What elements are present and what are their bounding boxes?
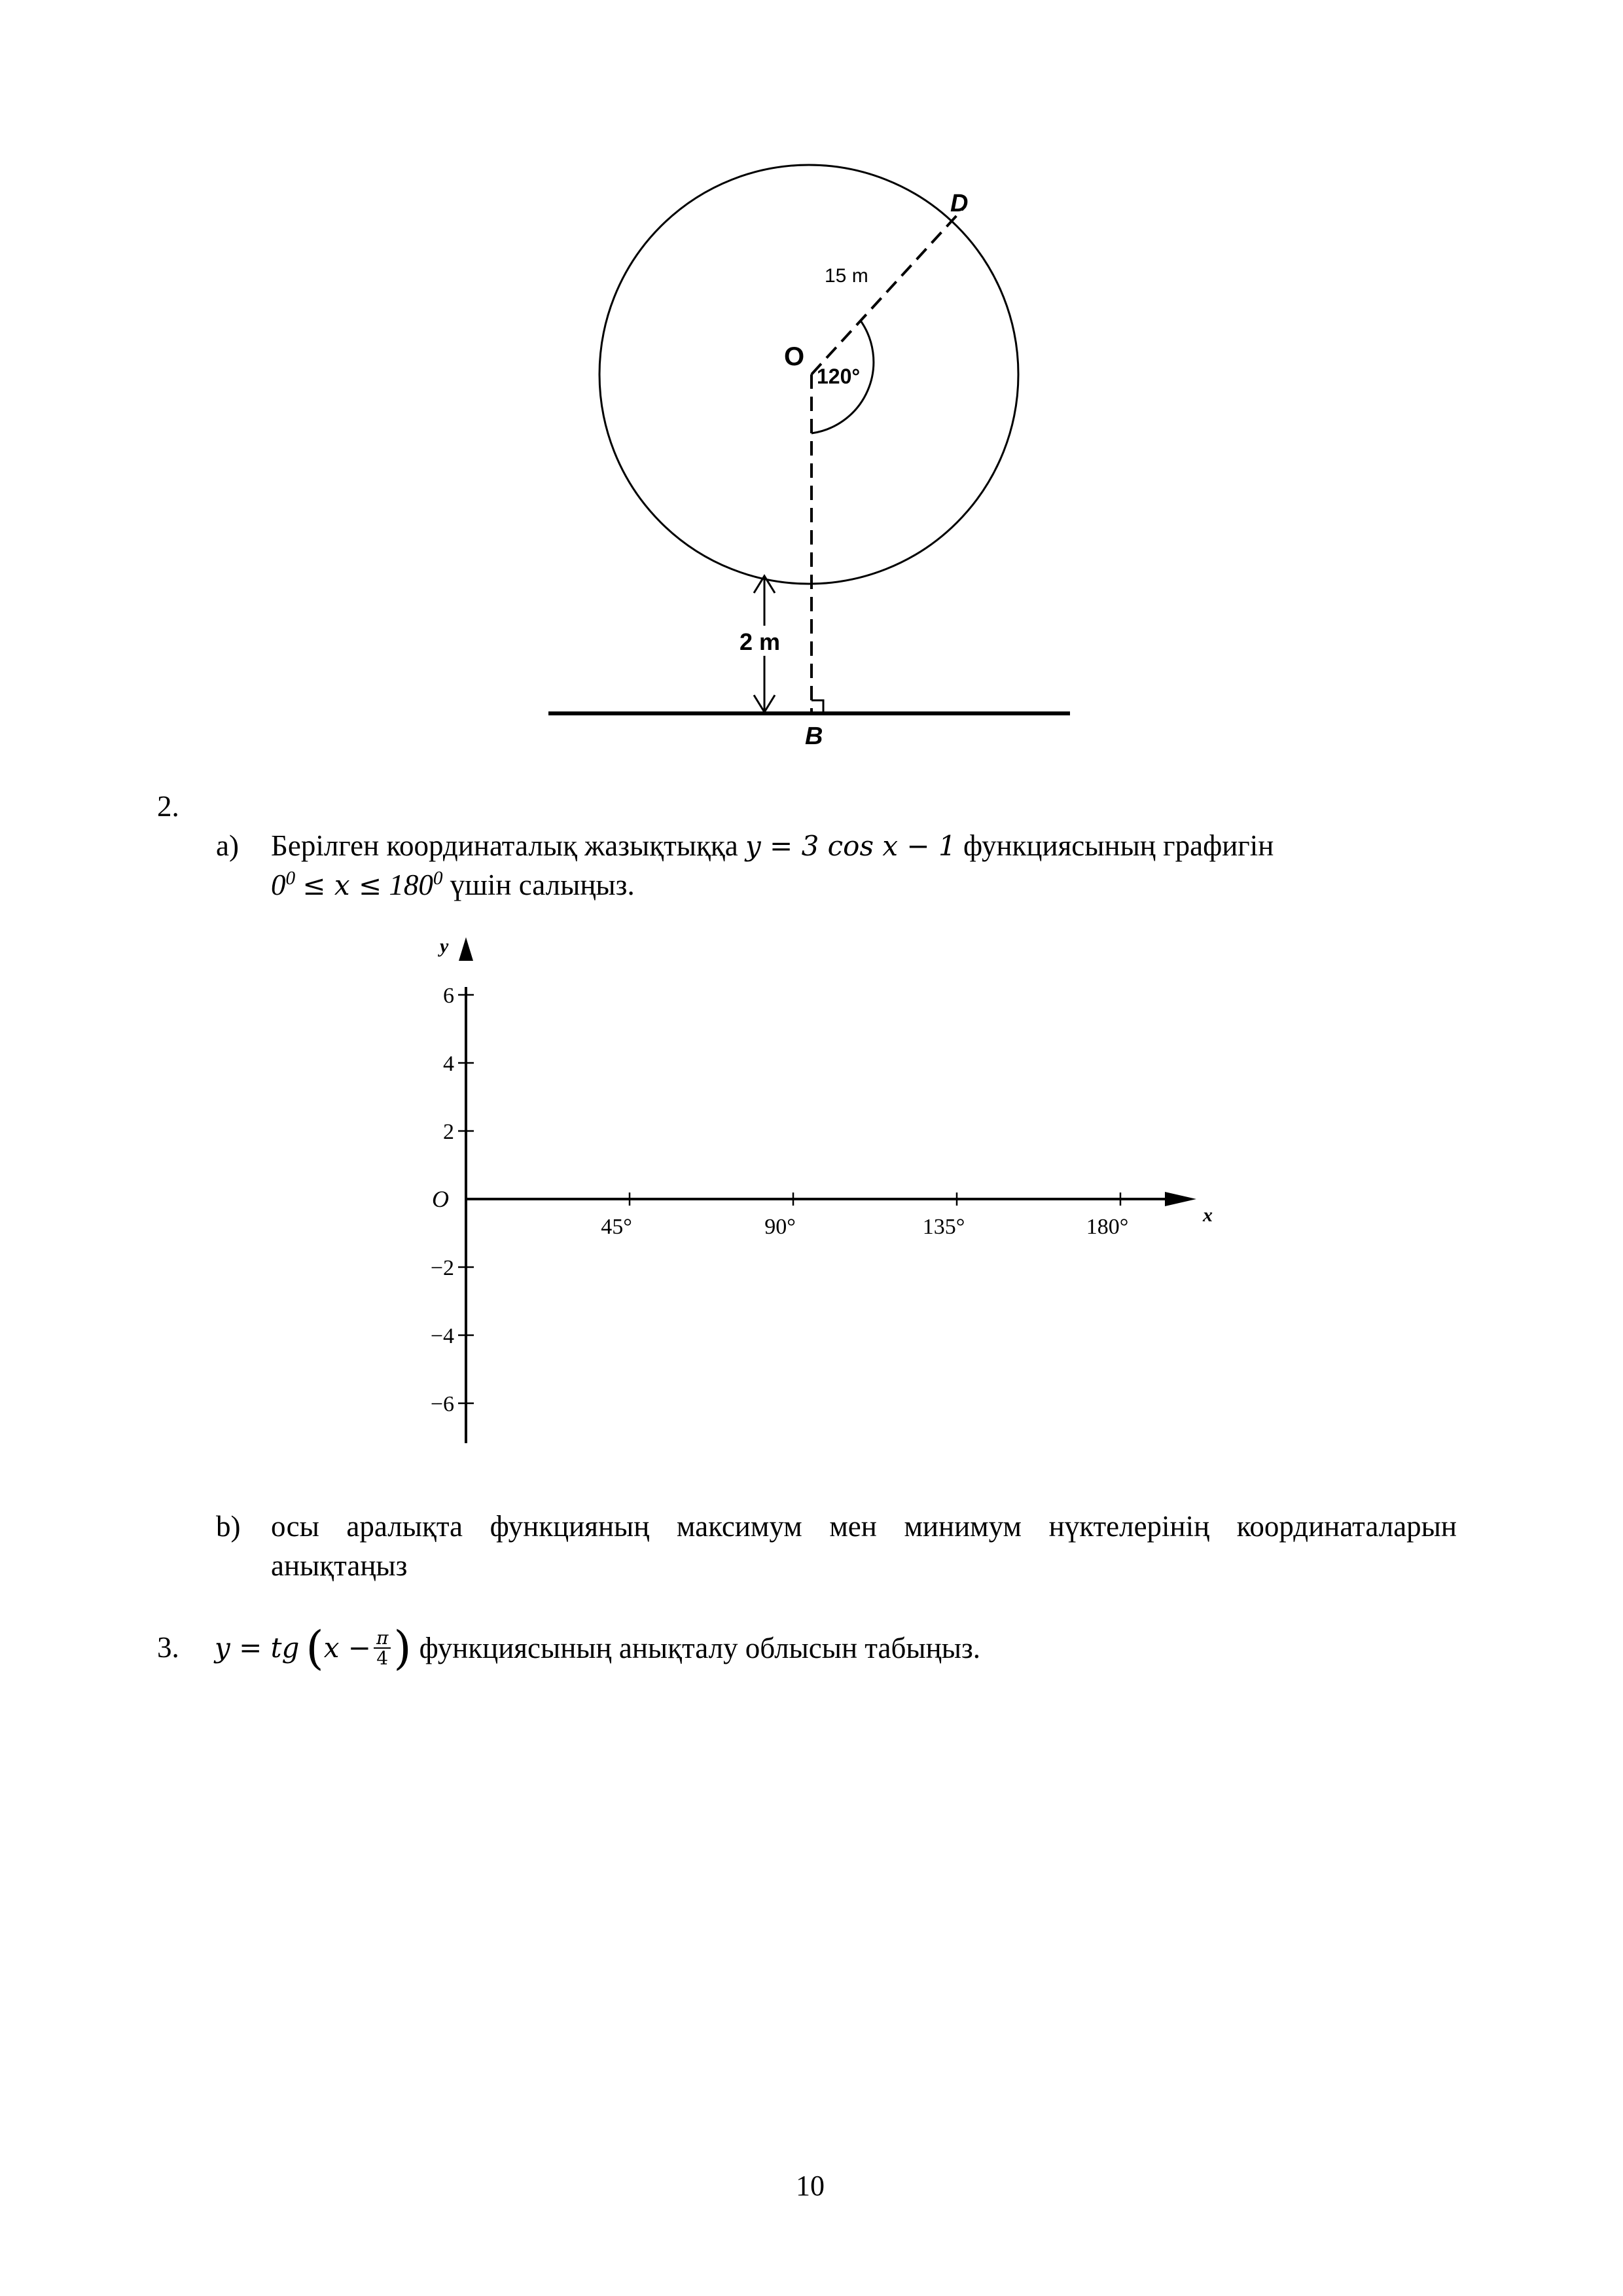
question-2b-line-1: осы аралықта функцияның максимум мен минимум нүктелерінің координаталарын	[271, 1510, 1457, 1543]
q2a-text-3: үшін салыңыз.	[450, 869, 635, 901]
y-tick-label: −4	[430, 1324, 454, 1348]
q3-fraction	[374, 1628, 391, 1668]
question-2a-label: a)	[216, 829, 239, 862]
q2a-range-hi: 180	[389, 869, 433, 901]
question-3-line: y = tg ( x − $\frac{\pi}{4}$ ) функциясының анықталу облысын табыңыз.	[215, 1621, 980, 1675]
y-axis-label: y	[440, 935, 449, 957]
question-2-number: 2.	[157, 790, 179, 823]
page-number: 10	[796, 2170, 825, 2202]
label-O: O	[784, 342, 805, 371]
q2a-range-op: ≤ x ≤	[302, 869, 382, 901]
y-tick-label: −6	[430, 1392, 454, 1416]
x-axis-arrow	[1165, 1192, 1196, 1206]
label-D: D	[950, 190, 969, 217]
y-axis-arrow	[459, 937, 473, 961]
x-tick-label: 45°	[601, 1215, 632, 1239]
y-tick-label: 4	[443, 1052, 454, 1076]
y-tick-label: 2	[443, 1120, 454, 1144]
x-tick-label: 180°	[1086, 1215, 1129, 1239]
q3-eq-lhs: y = tg	[215, 1632, 300, 1664]
q3-frac-num: π	[374, 1628, 391, 1649]
label-B: B	[805, 723, 823, 750]
q3-eq-x: x −	[323, 1632, 371, 1664]
q3-text: функциясының анықталу облысын табыңыз.	[419, 1631, 980, 1664]
x-axis-label: x	[1203, 1204, 1213, 1226]
q2a-text-2: функциясының графигін	[963, 829, 1274, 862]
q2a-equation: y = 3 cos x − 1	[745, 830, 956, 862]
question-3-number: 3.	[157, 1631, 179, 1664]
q2a-range-lo-sup: 0	[285, 867, 296, 889]
q2a-range-lo: 0	[271, 869, 286, 901]
origin-label: O	[432, 1186, 449, 1212]
q3-frac-den: 4	[376, 1647, 389, 1669]
question-2b-line-2: анықтаңыз	[271, 1549, 408, 1582]
y-tick-label: 6	[443, 984, 454, 1008]
x-tick-label: 90°	[764, 1215, 796, 1239]
x-tick-label: 135°	[922, 1215, 965, 1239]
q2a-range-hi-sup: 0	[433, 867, 443, 889]
height-label: 2 m	[740, 628, 781, 655]
angle-label: 120°	[817, 365, 861, 388]
radius-label: 15 m	[825, 265, 868, 287]
y-tick-label: −2	[430, 1256, 454, 1280]
question-2b-label: b)	[216, 1510, 241, 1543]
q2a-text-1: Берілген координаталық жазықтыққа	[271, 829, 738, 862]
